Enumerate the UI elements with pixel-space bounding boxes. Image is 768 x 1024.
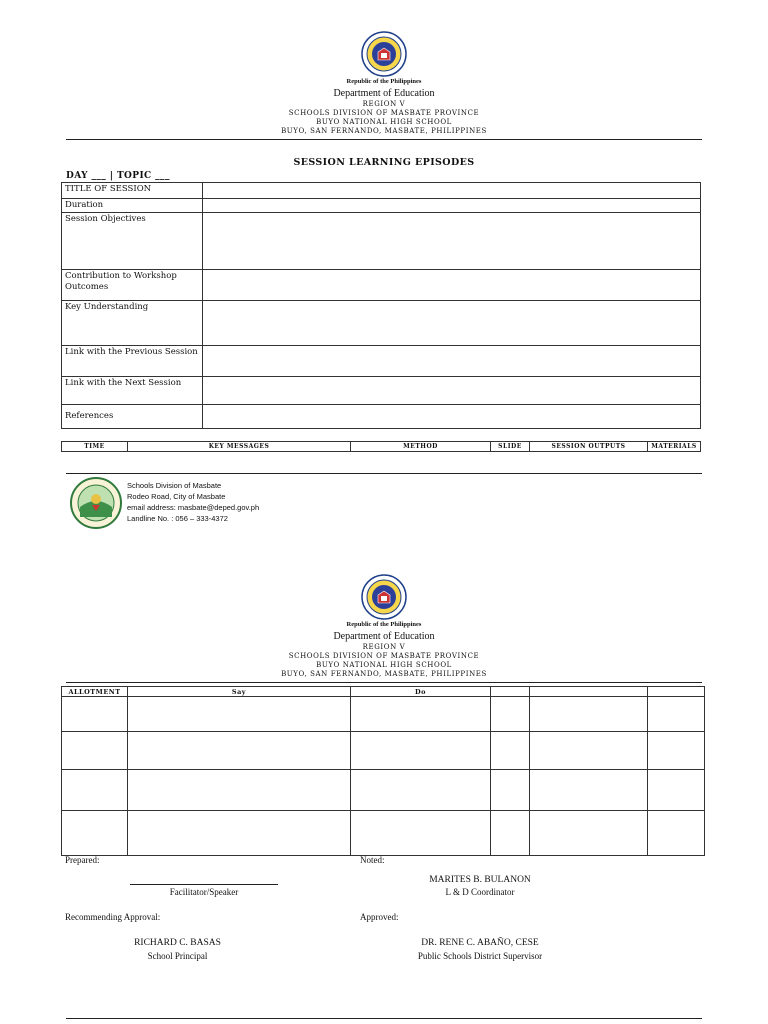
principal-name: RICHARD C. BASAS (134, 938, 221, 948)
header-divider-2 (66, 682, 702, 683)
col-slide: SLIDE (491, 442, 530, 452)
day-topic-line: DAY ___ | TOPIC ___ (66, 171, 170, 181)
principal-role: School Principal (147, 951, 208, 961)
contribution-field[interactable] (203, 270, 701, 301)
noted-role: L & D Coordinator (445, 887, 515, 897)
region-text: REGION V (362, 99, 406, 108)
department-text-2: Department of Education (333, 630, 435, 642)
facilitator-signature-line (130, 884, 278, 885)
table-row (62, 811, 705, 856)
col-allotment: ALLOTMENT (62, 687, 128, 697)
school-text: BUYO NATIONAL HIGH SCHOOL (316, 117, 452, 126)
republic-text: Republic of the Philippines (346, 78, 422, 85)
col-method: METHOD (351, 442, 491, 452)
deped-seal-logo-2 (361, 574, 407, 620)
row-label-link-next: Link with the Next Session (62, 377, 203, 405)
col-say: Say (128, 687, 351, 697)
col-blank-2 (530, 687, 648, 697)
allotment-table (61, 686, 705, 856)
references-field[interactable] (203, 405, 701, 429)
prepared-label: Prepared: (65, 855, 100, 865)
col-key-messages: KEY MESSAGES (128, 442, 351, 452)
page-title: SESSION LEARNING EPISODES (293, 157, 475, 168)
key-understanding-field[interactable] (203, 301, 701, 346)
row-label-contribution: Contribution to Workshop Outcomes (62, 270, 203, 301)
objectives-field[interactable] (203, 213, 701, 270)
col-session-outputs: SESSION OUTPUTS (530, 442, 648, 452)
address-text-2: BUYO, SAN FERNANDO, MASBATE, PHILIPPINES (281, 669, 487, 678)
letterhead (0, 79, 768, 135)
facilitator-role: Facilitator/Speaker (169, 887, 239, 897)
table-row (62, 732, 705, 770)
division-logo (70, 477, 122, 529)
noted-label: Noted: (360, 855, 385, 865)
letterhead-2 (0, 622, 768, 678)
col-blank-3 (648, 687, 705, 697)
footer-divider (66, 473, 702, 474)
deped-seal-logo (361, 31, 407, 77)
republic-text-2: Republic of the Philippines (346, 621, 422, 628)
link-next-field[interactable] (203, 377, 701, 405)
footer-line-2: Rodeo Road, City of Masbate (127, 492, 226, 501)
footer-line-1: Schools Division of Masbate (127, 481, 222, 490)
footer-line-4: Landline No. : 056 – 333-4372 (127, 514, 228, 523)
footer-address (127, 480, 259, 524)
row-label-title: TITLE OF SESSION (62, 183, 203, 199)
duration-field[interactable] (203, 199, 701, 213)
title-field[interactable] (203, 183, 701, 199)
row-label-objectives: Session Objectives (62, 213, 203, 270)
supervisor-role: Public Schools District Supervisor (417, 951, 543, 961)
supervisor-name: DR. RENE C. ABAÑO, CESE (421, 938, 539, 948)
col-time: TIME (62, 442, 128, 452)
division-text-2: SCHOOLS DIVISION OF MASBATE PROVINCE (288, 651, 480, 660)
department-text: Department of Education (333, 87, 435, 99)
row-label-duration: Duration (62, 199, 203, 213)
approved-label: Approved: (360, 912, 399, 922)
col-materials: MATERIALS (648, 442, 701, 452)
row-label-link-previous: Link with the Previous Session (62, 346, 203, 377)
row-label-references: References (62, 405, 203, 429)
region-text-2: REGION V (362, 642, 406, 651)
table-row (62, 697, 705, 732)
header-divider (66, 139, 702, 140)
division-text: SCHOOLS DIVISION OF MASBATE PROVINCE (288, 108, 480, 117)
address-text: BUYO, SAN FERNANDO, MASBATE, PHILIPPINES (281, 126, 487, 135)
row-label-key-understanding: Key Understanding (62, 301, 203, 346)
col-do: Do (351, 687, 491, 697)
link-previous-field[interactable] (203, 346, 701, 377)
footer-divider-2 (66, 1018, 702, 1019)
plan-header-table (61, 441, 701, 452)
col-blank-1 (491, 687, 530, 697)
school-text-2: BUYO NATIONAL HIGH SCHOOL (316, 660, 452, 669)
table-row (62, 770, 705, 811)
footer-line-3: email address: masbate@deped.gov.ph (127, 503, 260, 512)
recommending-label: Recommending Approval: (65, 912, 161, 922)
noted-name: MARITES B. BULANON (429, 875, 531, 885)
session-info-table (61, 182, 701, 429)
